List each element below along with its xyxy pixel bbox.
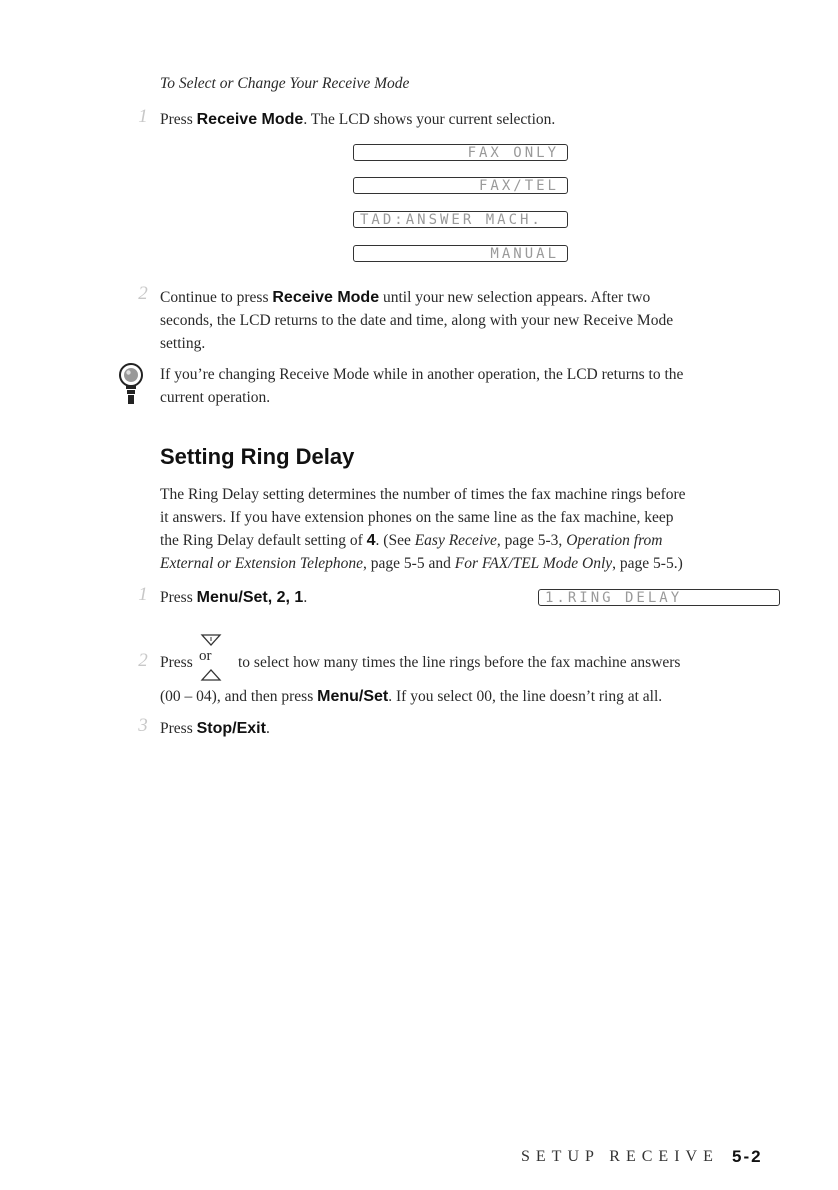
- page-number: 5-2: [732, 1147, 763, 1166]
- step-number: 1: [138, 106, 148, 127]
- step-text-pre: (00 – 04), and then press: [160, 688, 318, 705]
- step-number: 2: [138, 650, 148, 671]
- cross-reference: For FAX/TEL Mode Only: [454, 555, 613, 572]
- step-text-pre: Press: [160, 589, 197, 606]
- footer-section-label: SETUP RECEIVE: [521, 1148, 719, 1165]
- step-text: [160, 685, 662, 708]
- navigation-arrows: [196, 631, 226, 687]
- step-text-post: .: [303, 589, 308, 606]
- step-text-pre: Press: [160, 111, 197, 128]
- step-text-post: . If you select 00, the line doesn’t ring at all.: [388, 688, 663, 705]
- note-line: current operation.: [160, 389, 271, 406]
- step-number: 3: [138, 715, 148, 736]
- section-title: Setting Ring Delay: [160, 444, 355, 469]
- para-text: , page 5-5.): [612, 555, 683, 572]
- down-arrow-icon: [200, 668, 222, 684]
- step-number: 2: [138, 283, 148, 304]
- ring-delay-paragraph: [160, 483, 800, 575]
- receive-mode-key: Receive Mode: [272, 289, 380, 306]
- lcd-display: TAD:ANSWER MACH.: [353, 211, 568, 228]
- note-text: [160, 363, 780, 409]
- lcd-display: MANUAL: [353, 245, 568, 262]
- or-label: or: [199, 648, 212, 664]
- subheading: To Select or Change Your Receive Mode: [160, 75, 410, 92]
- step-text: [160, 286, 780, 355]
- lcd-display: 1.RING DELAY: [538, 589, 780, 606]
- lcd-display: FAX ONLY: [353, 144, 568, 161]
- step-text-post: . The LCD shows your current selection.: [303, 111, 556, 128]
- para-text: . (See: [375, 532, 415, 549]
- menu-set-key: Menu/Set: [317, 688, 389, 705]
- step-text-post: until your new selection appears. After two: [379, 289, 651, 306]
- default-value: 4: [366, 532, 376, 549]
- step-text-pre: Continue to press: [160, 289, 273, 306]
- step-text: [160, 717, 270, 740]
- up-arrow-icon: [200, 631, 222, 647]
- step-number: 1: [138, 584, 148, 605]
- step-text-pre: Press: [160, 654, 193, 671]
- para-text: the Ring Delay default setting of: [160, 532, 367, 549]
- step-text: [160, 108, 555, 131]
- menu-keys: Menu/Set, 2, 1: [196, 589, 304, 606]
- cross-reference: External or Extension Telephone: [160, 555, 364, 572]
- note-bulb-icon: [116, 362, 146, 406]
- para-line: The Ring Delay setting determines the number of times the fax machine rings before: [160, 486, 686, 503]
- step-text: [160, 586, 307, 609]
- cross-reference: Operation from: [566, 532, 663, 549]
- receive-mode-key: Receive Mode: [196, 111, 304, 128]
- para-text: , page 5-3,: [496, 532, 567, 549]
- lcd-display: FAX/TEL: [353, 177, 568, 194]
- stop-exit-key: Stop/Exit: [196, 720, 266, 737]
- cross-reference: Easy Receive: [414, 532, 497, 549]
- step-text-post: .: [265, 720, 270, 737]
- para-line: it answers. If you have extension phones on the same line as the fax machine, keep: [160, 509, 674, 526]
- note-line: If you’re changing Receive Mode while in another operation, the LCD returns to the: [160, 366, 684, 383]
- step-text-post: to select how many times the line rings before the fax machine answers: [238, 654, 681, 671]
- step-text-pre: Press: [160, 720, 197, 737]
- step-text-line: setting.: [160, 335, 206, 352]
- step-text-line: seconds, the LCD returns to the date and time, along with your new Receive Mode: [160, 312, 674, 329]
- para-text: , page 5-5 and: [363, 555, 455, 572]
